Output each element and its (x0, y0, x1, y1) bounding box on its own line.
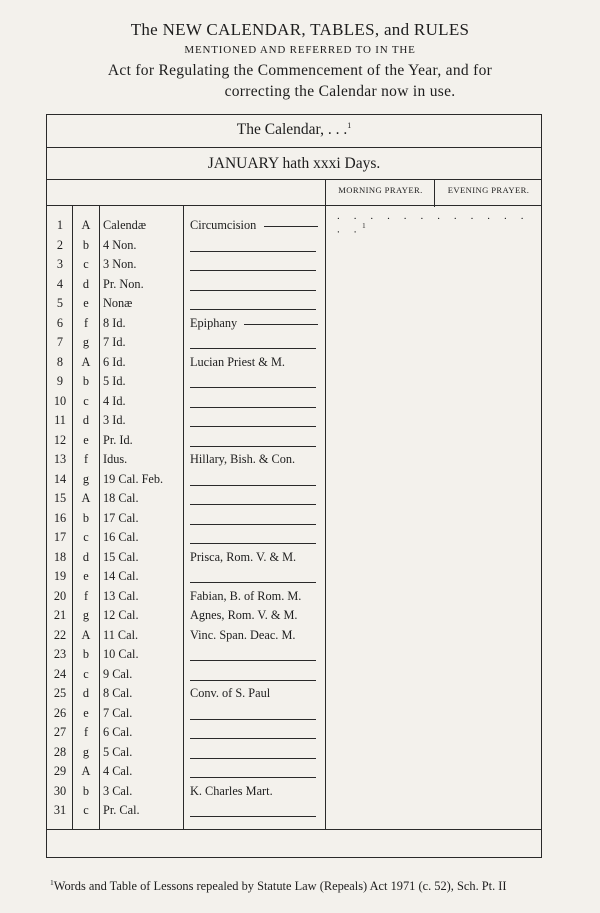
blank-line (244, 324, 318, 325)
day-number: 31 (53, 803, 67, 817)
dominical-letter: g (82, 471, 90, 486)
blank-line (190, 660, 316, 661)
festival-name: Hillary, Bish. & Con. (190, 452, 296, 466)
table-row (47, 353, 325, 373)
dominical-letter: A (81, 764, 91, 778)
morning-prayer-header: MORNING PRAYER. (338, 185, 423, 195)
table-row (47, 626, 325, 646)
divider (47, 147, 541, 148)
header-subtitle: MENTIONED AND REFERRED TO IN THE (184, 44, 416, 56)
blank-line (190, 719, 316, 720)
roman-date: 4 Id. (103, 393, 126, 408)
roman-date: 7 Id. (103, 335, 126, 349)
calendar-table (46, 114, 542, 858)
roman-date: 10 Cal. (103, 647, 139, 661)
day-number: 20 (53, 588, 67, 603)
blank-line (190, 504, 316, 505)
header-title: The NEW CALENDAR, TABLES, and RULES (130, 20, 470, 39)
roman-date: 7 Cal. (103, 705, 133, 720)
day-number: 12 (53, 432, 67, 447)
roman-date: Pr. Cal. (103, 803, 140, 817)
dominical-letter: A (81, 627, 91, 642)
roman-date: 14 Cal. (103, 569, 139, 583)
roman-date: Calendæ (103, 218, 147, 232)
festival-name: Agnes, Rom. V. & M. (190, 608, 298, 622)
calendar-title: The Calendar, . . .$^1$ (236, 121, 352, 139)
evening-prayer-header: EVENING PRAYER. (447, 185, 530, 195)
roman-date: 5 Cal. (103, 744, 133, 759)
roman-date: 3 Id. (103, 413, 126, 427)
table-row (47, 743, 325, 763)
footnote-ref: 1 (347, 121, 352, 130)
dominical-letter: f (83, 452, 89, 466)
day-number: 17 (53, 530, 67, 544)
blank-line (190, 446, 316, 447)
roman-date: 11 Cal. (103, 627, 139, 642)
table-row (47, 275, 325, 295)
day-number: 21 (53, 608, 67, 622)
divider (47, 205, 541, 206)
festival-name: K. Charles Mart. (190, 783, 273, 798)
roman-date: 15 Cal. (103, 549, 139, 564)
day-number: 27 (53, 725, 67, 739)
blank-line (190, 407, 316, 408)
dominical-letter: c (83, 530, 89, 544)
table-row (47, 665, 325, 685)
dominical-letter: e (83, 296, 89, 310)
roman-date: 3 Non. (103, 257, 137, 271)
roman-date: Nonæ (103, 296, 133, 310)
roman-date: 6 Cal. (103, 725, 133, 739)
table-row (47, 509, 325, 529)
blank-line (190, 777, 316, 778)
dominical-letter: A (81, 491, 91, 505)
festival-name: Circumcision (190, 218, 257, 232)
dominical-letter: g (82, 744, 90, 759)
table-row (47, 782, 325, 802)
dominical-letter: A (81, 218, 91, 232)
day-number: 7 (56, 335, 64, 349)
dominical-letter: g (82, 335, 90, 349)
table-row (47, 450, 325, 470)
day-number: 3 (56, 257, 64, 271)
blank-line (190, 251, 316, 252)
table-row (47, 372, 325, 392)
blank-line (190, 309, 316, 310)
dominical-letter: c (83, 393, 89, 408)
day-number: 24 (53, 666, 67, 681)
dominical-letter: f (83, 588, 89, 603)
day-number: 11 (54, 413, 66, 427)
table-row (47, 314, 325, 334)
day-number: 4 (56, 276, 64, 291)
roman-date: 12 Cal. (103, 608, 139, 622)
roman-date: 6 Id. (103, 354, 126, 369)
roman-date: 8 Id. (103, 315, 126, 330)
roman-date: 3 Cal. (103, 783, 133, 798)
divider (47, 179, 541, 180)
dominical-letter: f (83, 725, 89, 739)
dominical-letter: b (82, 647, 90, 661)
roman-date: 13 Cal. (103, 588, 139, 603)
table-row (47, 333, 325, 353)
roman-date: 9 Cal. (103, 666, 133, 681)
table-row (47, 704, 325, 724)
day-number: 29 (53, 764, 67, 778)
dominical-letter: b (82, 237, 90, 252)
day-number: 1 (56, 218, 64, 232)
roman-date: Idus. (103, 452, 128, 466)
table-row (47, 801, 325, 821)
table-row (47, 528, 325, 548)
roman-date: 8 Cal. (103, 686, 133, 700)
dominical-letter: c (83, 803, 89, 817)
dominical-letter: b (82, 783, 90, 798)
blank-line (190, 485, 316, 486)
dominical-letter: f (83, 315, 89, 330)
dominical-letter: b (82, 510, 90, 525)
day-number: 9 (56, 374, 64, 388)
festival-name: Lucian Priest & M. (190, 354, 285, 369)
blank-line (190, 524, 316, 525)
table-row (47, 762, 325, 782)
dominical-letter: d (82, 413, 90, 427)
day-number: 13 (53, 452, 67, 466)
roman-date: Pr. Non. (103, 276, 144, 291)
table-row (47, 392, 325, 412)
blank-line (190, 543, 316, 544)
dominical-letter: e (83, 432, 89, 447)
blank-line (190, 680, 316, 681)
dominical-letter: d (82, 549, 90, 564)
table-row (47, 255, 325, 275)
day-number: 8 (56, 354, 64, 369)
blank-line (190, 290, 316, 291)
day-number: 2 (56, 237, 64, 252)
lessons-dots: . . . . . . . . . . . . . .$^1$ (337, 210, 530, 236)
roman-date: 4 Cal. (103, 764, 133, 778)
day-number: 23 (53, 647, 67, 661)
day-number: 15 (53, 491, 67, 505)
day-number: 5 (56, 296, 64, 310)
footnote: $^1$Words and Table of Lessons repealed by Statute Law (Repeals) Act 1971 (c. 52), Sch. Pt. II (50, 878, 507, 894)
blank-line (190, 738, 316, 739)
blank-line (190, 816, 316, 817)
blank-line (190, 426, 316, 427)
festival-name: Vinc. Span. Deac. M. (190, 627, 296, 642)
day-number: 6 (56, 315, 64, 330)
festival-name: Epiphany (190, 315, 238, 330)
dominical-letter: d (82, 686, 90, 700)
table-row (47, 587, 325, 607)
roman-date: 19 Cal. Feb. (103, 471, 164, 486)
table-row (47, 645, 325, 665)
blank-line (190, 582, 316, 583)
dominical-letter: c (83, 666, 89, 681)
table-row (47, 723, 325, 743)
day-number: 18 (53, 549, 67, 564)
table-row (47, 489, 325, 509)
month-heading: JANUARY hath xxxi Days. (207, 155, 381, 172)
day-number: 10 (53, 393, 67, 408)
day-number: 26 (53, 705, 67, 720)
day-number: 22 (53, 627, 67, 642)
dominical-letter: A (81, 354, 91, 369)
divider (47, 829, 541, 830)
roman-date: 5 Id. (103, 374, 126, 388)
blank-line (264, 226, 318, 227)
table-row (47, 567, 325, 587)
dominical-letter: e (83, 569, 89, 583)
column-divider (434, 179, 435, 207)
roman-date: 17 Cal. (103, 510, 139, 525)
day-number: 25 (53, 686, 67, 700)
blank-line (190, 348, 316, 349)
day-number: 19 (53, 569, 67, 583)
blank-line (190, 270, 316, 271)
dominical-letter: d (82, 276, 90, 291)
dominical-letter: g (82, 608, 90, 622)
table-row (47, 470, 325, 490)
roman-date: 4 Non. (103, 237, 137, 252)
roman-date: 18 Cal. (103, 491, 139, 505)
table-row (47, 431, 325, 451)
header-act-line-2: correcting the Calendar now in use. (224, 83, 456, 100)
blank-line (190, 387, 316, 388)
festival-name: Conv. of S. Paul (190, 686, 271, 700)
festival-name: Prisca, Rom. V. & M. (190, 549, 297, 564)
roman-date: Pr. Id. (103, 432, 133, 447)
day-number: 16 (53, 510, 67, 525)
table-row (47, 216, 325, 236)
table-row (47, 236, 325, 256)
dominical-letter: c (83, 257, 89, 271)
day-number: 14 (53, 471, 67, 486)
day-number: 28 (53, 744, 67, 759)
table-row (47, 606, 325, 626)
table-row (47, 294, 325, 314)
header-act-line: Act for Regulating the Commencement of the Year, and for (107, 62, 493, 79)
table-row (47, 548, 325, 568)
table-row (47, 684, 325, 704)
blank-line (190, 758, 316, 759)
roman-date: 16 Cal. (103, 530, 139, 544)
column-divider (325, 179, 326, 829)
festival-name: Fabian, B. of Rom. M. (190, 588, 302, 603)
day-number: 30 (53, 783, 67, 798)
table-row (47, 411, 325, 431)
dominical-letter: e (83, 705, 89, 720)
dominical-letter: b (82, 374, 90, 388)
